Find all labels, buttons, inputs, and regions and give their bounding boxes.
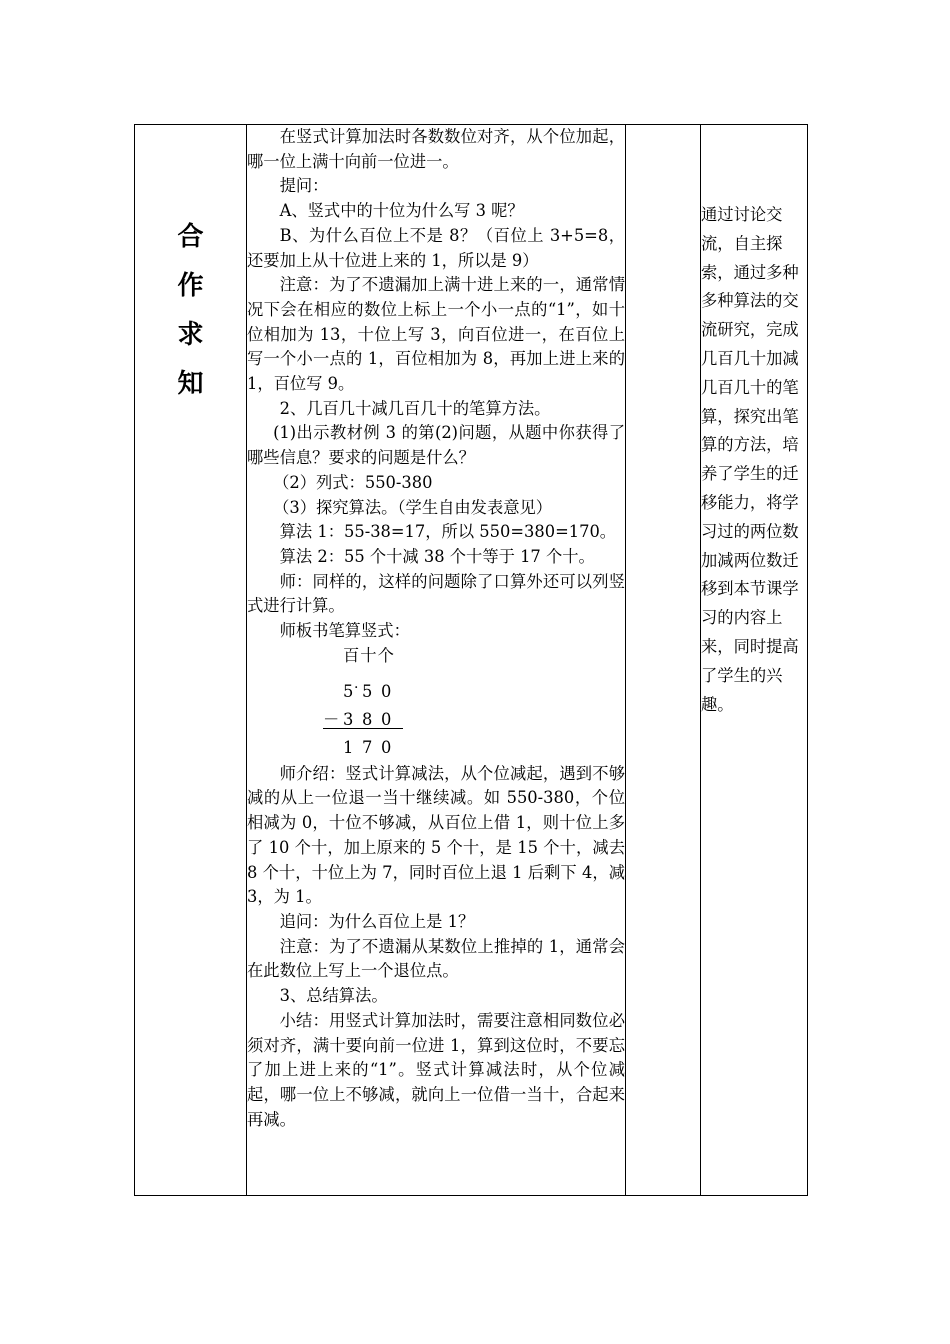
lesson-plan-table xyxy=(134,124,808,1196)
digit: 5 xyxy=(362,681,373,701)
digit: 0 xyxy=(381,737,392,757)
stage-char: 求 xyxy=(177,320,204,350)
vertical-calculation xyxy=(247,644,625,762)
digit: 5 xyxy=(343,681,354,701)
content-paragraph: 2、几百几十减几百几十的笔算方法。 xyxy=(279,398,551,418)
content-paragraph: 追问：为什么百位上是 1？ xyxy=(279,911,475,931)
content-paragraph: 在竖式计算加法时各数数位对齐，从个位加起，哪一位上满十向前一位进一。 xyxy=(247,127,625,171)
digit: 0 xyxy=(381,709,392,729)
content-paragraph: 小结：用竖式计算加法时，需要注意相同数位必须对齐，满十要向前一位进 1，算到这位时，不要忘了加上进上来的“1”。竖式计算减法时，从个位减起，哪一位上不够减，就向上一位借一当十，合起来再减。 xyxy=(247,1010,625,1129)
content-paragraph: （2）列式：550-380 xyxy=(273,472,433,492)
digit: 8 xyxy=(362,709,373,729)
content-paragraph: A、竖式中的十位为什么写 3 呢？ xyxy=(279,201,524,221)
digit: 1 xyxy=(343,737,354,757)
minus-sign: － xyxy=(323,709,340,729)
digit: 0 xyxy=(381,681,392,701)
blank-cell xyxy=(626,125,701,1196)
place-value-header: 百十个 xyxy=(343,645,395,665)
table-row xyxy=(135,125,808,1196)
stage-char: 作 xyxy=(177,271,204,301)
content-paragraph: 注意：为了不遗漏从某数位上推掉的 1，通常会在此数位上写上一个退位点。 xyxy=(247,936,625,981)
minuend-row xyxy=(247,678,625,706)
content-paragraph: 算法 2：55 个十减 38 个十等于 17 个十。 xyxy=(279,546,595,566)
content-paragraph: (1)出示教材例 3 的第(2)问题，从题中你获得了哪些信息？要求的问题是什么？ xyxy=(247,423,625,468)
digit: 7 xyxy=(362,737,373,757)
result-row xyxy=(247,734,625,762)
content-paragraph: 提问： xyxy=(279,176,329,196)
content-paragraph: （3）探究算法。（学生自由发表意见） xyxy=(273,497,553,517)
content-paragraph: 3、总结算法。 xyxy=(279,986,388,1006)
subtrahend-row xyxy=(247,706,625,734)
teaching-content-cell xyxy=(247,125,626,1196)
content-paragraph: 师：同样的，这样的问题除了口算外还可以列竖式进行计算。 xyxy=(247,571,625,616)
content-paragraph: 注意：为了不遗漏加上满十进上来的一，通常情况下会在相应的数位上标上一个小一点的“1”，如十位相加为 13，十位上写 3，向百位进一，在百位上写一个小一点的 1，百位相加为 8，再加上进上来的 1，百位写 9。 xyxy=(247,275,625,394)
borrow-dot: · xyxy=(354,679,359,696)
design-intent-cell xyxy=(701,125,808,1196)
digit: 3 xyxy=(343,709,354,729)
stage-char: 合 xyxy=(177,222,204,252)
result-line xyxy=(323,728,403,729)
stage-char: 知 xyxy=(177,369,204,399)
stage-cell xyxy=(135,125,247,1196)
content-paragraph: B、为什么百位上不是 8？（百位上 3+5=8，还要加上从十位进上来的 1，所以是 9） xyxy=(247,225,625,270)
content-paragraph: 师介绍：竖式计算减法，从个位减起，遇到不够减的从上一位退一当十继续减。如 550-380，个位相减为 0，十位不够减，从百位上借 1，则十位上多了 10 个十，加上原来的 5 个十，是 15 个十，减去 8 个十，十位上为 7，同时百位上退 1 后剩下 4，减 3，为 1。 xyxy=(247,763,625,907)
content-paragraph: 算法 1：55-38=17，所以 550=380=170。 xyxy=(279,522,617,542)
content-paragraph: 师板书笔算竖式： xyxy=(279,621,410,641)
design-intent-text: 通过讨论交流，自主探索，通过多种多种算法的交流研究，完成几百几十加减几百几十的笔算，探究出笔算的方法，培养了学生的迁移能力，将学习过的两位数加减两位数迁移到本节课学习的内容上来，同时提高了学生的兴趣。 xyxy=(701,205,799,714)
stage-title xyxy=(176,213,206,409)
